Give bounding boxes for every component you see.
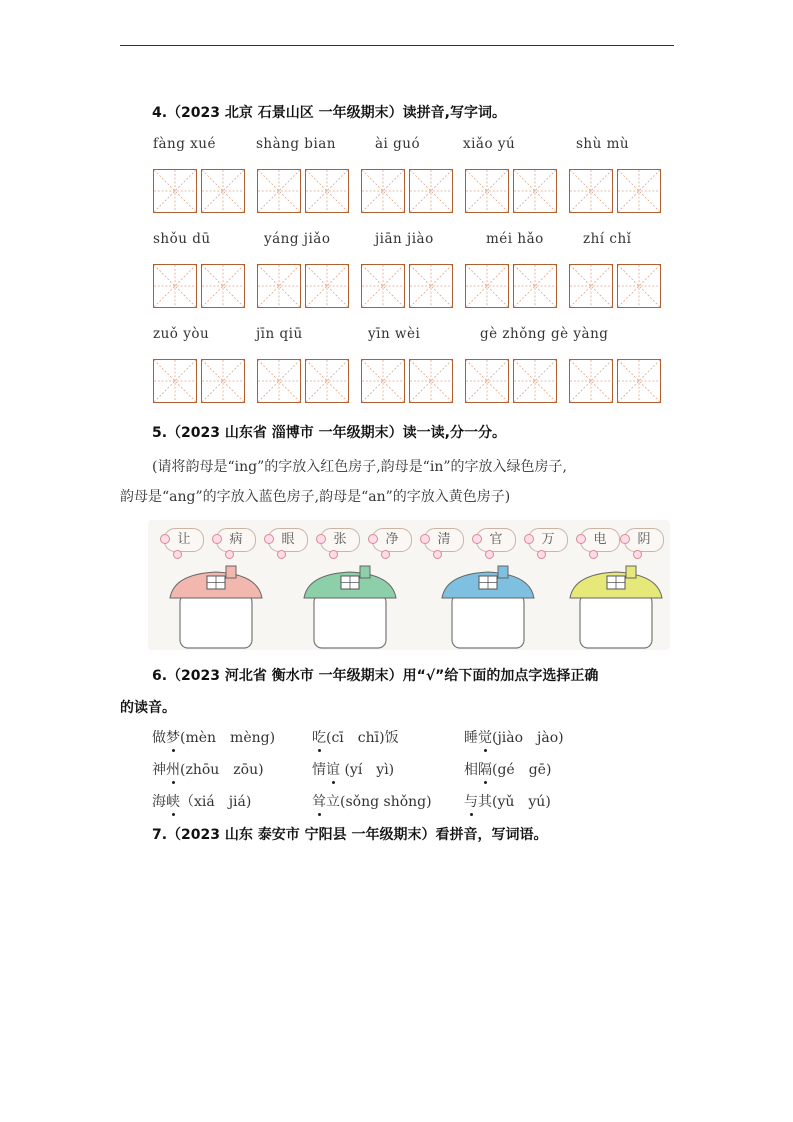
pinyin-options[interactable]: (gé gē)	[492, 762, 552, 778]
q6-title-line2: 的读音。	[120, 700, 176, 716]
pinyin-options[interactable]: (mèn mèng)	[180, 730, 276, 746]
balloon-knot-icon	[212, 534, 222, 544]
character-balloon[interactable]	[580, 528, 620, 552]
writing-grid-cell[interactable]	[513, 359, 557, 403]
item-prefix: 神	[152, 762, 166, 778]
sorting-house[interactable]	[166, 564, 266, 650]
pinyin-options[interactable]: (yí yì)	[340, 762, 395, 778]
pinyin-label: méi hǎo	[486, 231, 544, 247]
q7-title: 7.（2023 山东 泰安市 宁阳县 一年级期末）看拼音，写词语。	[152, 827, 548, 843]
writing-grid-cell[interactable]	[617, 359, 661, 403]
item-suffix: 其	[478, 794, 492, 810]
character-balloon[interactable]	[624, 528, 664, 552]
pinyin-options[interactable]: (cī chī)饭	[326, 730, 399, 746]
sorting-house[interactable]	[438, 564, 538, 650]
pinyin-options[interactable]: (sǒng shǒng)	[340, 794, 432, 810]
writing-grid-cell[interactable]	[361, 169, 405, 213]
pinyin-label: zhí chǐ	[583, 231, 632, 247]
dotted-character: 谊	[326, 759, 340, 779]
pinyin-label: zuǒ yòu	[153, 326, 210, 342]
item-prefix: 相	[464, 762, 478, 778]
writing-grid-cell[interactable]	[257, 169, 301, 213]
character-balloon[interactable]	[424, 528, 464, 552]
balloon-string-icon	[277, 550, 286, 559]
pronunciation-choice-item	[152, 759, 264, 779]
writing-grid-cell[interactable]	[153, 169, 197, 213]
balloon-string-icon	[381, 550, 390, 559]
item-prefix: 海	[152, 794, 166, 810]
dotted-character: 耸	[312, 791, 326, 811]
balloon-string-icon	[589, 550, 598, 559]
pronunciation-choice-item	[464, 727, 564, 747]
writing-grid-cell[interactable]	[361, 359, 405, 403]
balloon-character: 病	[229, 532, 243, 547]
writing-grid-cell[interactable]	[153, 359, 197, 403]
writing-grid-cell[interactable]	[361, 264, 405, 308]
balloon-string-icon	[225, 550, 234, 559]
balloon-knot-icon	[368, 534, 378, 544]
pinyin-label: xiǎo yú	[463, 136, 516, 152]
dotted-character: 隔	[478, 759, 492, 779]
writing-grid-cell[interactable]	[409, 359, 453, 403]
writing-grid-cell[interactable]	[201, 264, 245, 308]
q5-title: 5.（2023 山东省 淄博市 一年级期末）读一读,分一分。	[152, 425, 506, 441]
pinyin-label: gè zhǒng gè yàng	[480, 326, 609, 342]
writing-grid-cell[interactable]	[465, 359, 509, 403]
balloon-character: 官	[489, 532, 503, 547]
balloon-knot-icon	[472, 534, 482, 544]
writing-grid-cell[interactable]	[465, 169, 509, 213]
writing-grid-cell[interactable]	[617, 264, 661, 308]
pinyin-label: shǒu dū	[153, 231, 211, 247]
balloon-character: 净	[385, 532, 399, 547]
sorting-picture	[148, 520, 670, 650]
balloon-knot-icon	[620, 534, 630, 544]
balloon-knot-icon	[576, 534, 586, 544]
pronunciation-choice-item	[312, 791, 432, 811]
pinyin-label: fàng xué	[153, 136, 216, 152]
balloon-string-icon	[433, 550, 442, 559]
balloon-string-icon	[633, 550, 642, 559]
writing-grid-cell[interactable]	[409, 169, 453, 213]
balloon-knot-icon	[264, 534, 274, 544]
writing-grid-cell[interactable]	[305, 169, 349, 213]
writing-grid-cell[interactable]	[305, 359, 349, 403]
writing-grid-cell[interactable]	[513, 169, 557, 213]
house-icon	[166, 564, 266, 650]
pinyin-label: ài guó	[375, 136, 421, 152]
pinyin-label: jiān jiào	[375, 231, 434, 247]
balloon-character: 万	[541, 532, 555, 547]
item-suffix: 立	[326, 794, 340, 810]
dotted-character: 吃	[312, 727, 326, 747]
character-balloon[interactable]	[268, 528, 308, 552]
q6-title-line1: 6.（2023 河北省 衡水市 一年级期末）用“√”给下面的加点字选择正确	[152, 668, 599, 684]
balloon-string-icon	[537, 550, 546, 559]
balloon-string-icon	[329, 550, 338, 559]
writing-grid-cell[interactable]	[201, 169, 245, 213]
balloon-character: 张	[333, 532, 347, 547]
sorting-house[interactable]	[300, 564, 400, 650]
character-balloon[interactable]	[320, 528, 360, 552]
pinyin-options[interactable]: (jiào jào)	[492, 730, 564, 746]
character-balloon[interactable]	[164, 528, 204, 552]
writing-grid-cell[interactable]	[153, 264, 197, 308]
writing-grid-cell[interactable]	[617, 169, 661, 213]
dotted-character: 梦	[166, 727, 180, 747]
writing-grid-cell[interactable]	[409, 264, 453, 308]
writing-grid-cell[interactable]	[257, 264, 301, 308]
pronunciation-choice-item	[312, 759, 394, 779]
dotted-character: 州	[166, 759, 180, 779]
balloon-knot-icon	[316, 534, 326, 544]
balloon-knot-icon	[420, 534, 430, 544]
q5-instruction-line2: 韵母是“ang”的字放入蓝色房子,韵母是“an”的字放入黄色房子)	[120, 489, 511, 505]
pinyin-label: yáng jiǎo	[264, 231, 331, 247]
q4-title: 4.（2023 北京 石景山区 一年级期末）读拼音,写字词。	[152, 105, 506, 121]
balloon-character: 让	[177, 532, 191, 547]
writing-grid-cell[interactable]	[569, 264, 613, 308]
sorting-house[interactable]	[566, 564, 666, 650]
writing-grid-cell[interactable]	[513, 264, 557, 308]
item-prefix: 做	[152, 730, 166, 746]
pronunciation-choice-item	[312, 727, 399, 747]
character-balloon[interactable]	[216, 528, 256, 552]
writing-grid-cell[interactable]	[569, 359, 613, 403]
pronunciation-choice-item	[152, 727, 275, 747]
pinyin-label: shù mù	[576, 136, 630, 152]
pronunciation-choice-item	[464, 759, 551, 779]
pinyin-options[interactable]: (zhōu zōu)	[180, 762, 264, 778]
dotted-character: 与	[464, 791, 478, 811]
dotted-character: 峡	[166, 791, 180, 811]
pronunciation-choice-item	[152, 791, 251, 811]
house-icon	[566, 564, 666, 650]
header-rule	[120, 45, 674, 46]
house-icon	[300, 564, 400, 650]
pinyin-label: yīn wèi	[368, 326, 421, 342]
character-balloon[interactable]	[528, 528, 568, 552]
q5-instruction-line1: (请将韵母是“ing”的字放入红色房子,韵母是“in”的字放入绿色房子,	[152, 459, 567, 475]
pinyin-label: shàng bian	[256, 136, 337, 152]
balloon-character: 眼	[281, 532, 295, 547]
house-icon	[438, 564, 538, 650]
writing-grid-cell[interactable]	[305, 264, 349, 308]
pinyin-options[interactable]: （xiá jiá)	[180, 794, 252, 810]
pronunciation-choice-item	[464, 791, 551, 811]
balloon-character: 清	[437, 532, 451, 547]
writing-grid-cell[interactable]	[257, 359, 301, 403]
balloon-knot-icon	[524, 534, 534, 544]
item-prefix: 情	[312, 762, 326, 778]
item-prefix: 睡	[464, 730, 478, 746]
character-balloon[interactable]	[372, 528, 412, 552]
writing-grid-cell[interactable]	[201, 359, 245, 403]
balloon-character: 阴	[637, 532, 651, 547]
balloon-knot-icon	[160, 534, 170, 544]
pinyin-label: jīn qiū	[256, 326, 303, 342]
balloon-string-icon	[485, 550, 494, 559]
pinyin-options[interactable]: (yǔ yú)	[492, 794, 551, 810]
writing-grid-cell[interactable]	[569, 169, 613, 213]
dotted-character: 觉	[478, 727, 492, 747]
balloon-string-icon	[173, 550, 182, 559]
balloon-character: 电	[593, 532, 607, 547]
character-balloon[interactable]	[476, 528, 516, 552]
writing-grid-cell[interactable]	[465, 264, 509, 308]
